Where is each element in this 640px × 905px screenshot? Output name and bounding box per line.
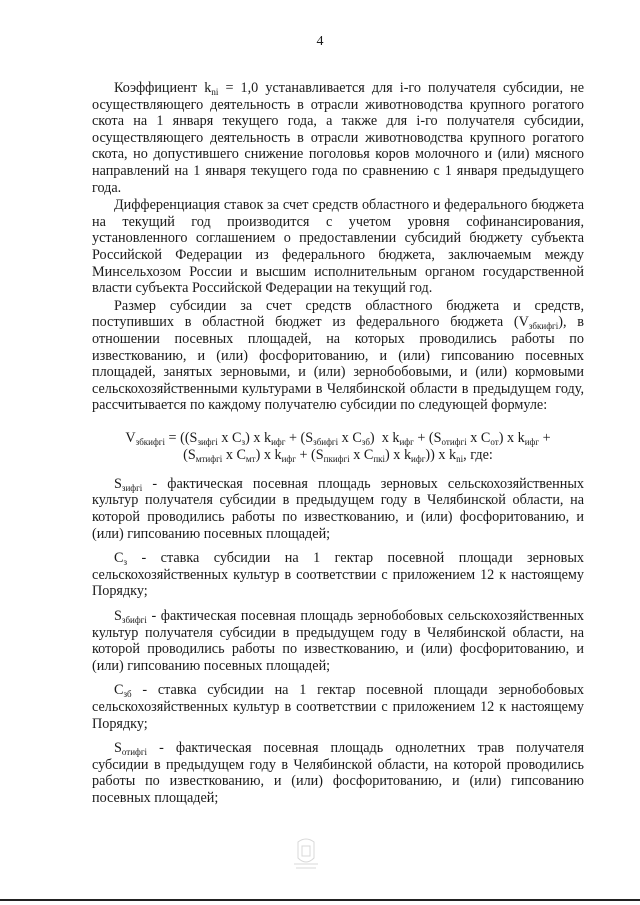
definition-item: $S_{зифгi}$ - фактическая посевная площадь зерновых сельскохозяйственных культур получателя субсидии в предыдущем году в Челябинской области, на которой проводились работы по известкованию, и (или) фосфоритованию, и (или) гипсованию посевных площадей; xyxy=(92,475,584,542)
definitions-list xyxy=(92,476,584,807)
emblem-watermark xyxy=(286,836,326,872)
formula-line-2: ($S_{мтифгi}$ x $C_{мт}$) x $k_{ифг} + (S_{пкифгi}$ x $C_{пкi}$) x $k_{ифг}$)) x $k_{ni}$, где: xyxy=(183,446,493,464)
formula-line-1: $V_{збкифгi} = ((S_{зифгi}$ x $C_з$) x $k_{ифг} + (S_{збифгi}$ x $C_{зб}$) x $k_{ифг} + (S_{отифгi}$ x $C_{от}$) x $k_{ифг}$ + xyxy=(125,429,551,447)
definition-item: $S_{отифгi}$ - фактическая посевная площадь однолетних трав получателя субсидии в предыдущем году в Челябинской области, на которой проводились работы по известкованию, и (или) фосфоритованию, и (или) гипсованию посевных площадей; xyxy=(92,740,584,806)
definition-item: $С_{зб}$ - ставка субсидии на 1 гектар посевной площади зернобобовых сельскохозяйственных культур в соответствии с приложением 12 к настоящему Порядку; xyxy=(92,682,584,732)
paragraph-differentiation: Дифференциация ставок за счет средств областного и федерального бюджета на текущий год производится с учетом уровня софинансирования, установленного соглашением о предоставлении субсидий бюджету субъекта Российской Федерации из федерального бюджета, заключаемым между Минсельхозом России и высшим исполнительным органом государственной власти субъекта Российской Федерации на текущий год. xyxy=(92,197,584,297)
definition-item: $S_{збифгi}$ - фактическая посевная площадь зернобобовых сельскохозяйственных культур получателя субсидии в предыдущем году в Челябинской области, на которой проводились работы по известкованию, и (или) фосфоритованию, и (или) гипсованию посевных площадей; xyxy=(92,608,584,674)
document-body xyxy=(92,80,584,808)
definition-item: $С_з$ - ставка субсидии на 1 гектар посевной площади зерновых сельскохозяйственных культур в соответствии с приложением 12 к настоящему Порядку; xyxy=(92,550,584,600)
page-number: 4 xyxy=(316,34,324,49)
subsidy-formula xyxy=(92,430,584,464)
paragraph-subsidy-size: Размер субсидии за счет средств областного бюджета и средств, поступивших в областной бюджет из федерального бюджета $(V_{збкифгi})$, в отношении посевных площадей, на которых проводились работы по известкованию, и (или) фосфоритованию, и (или) гипсованию посевных площадей, занятых зерновыми, и (или) зернобобовыми, и (или) кормовыми сельскохозяйственными культурами в Челябинской области в предыдущем году, рассчитывается по каждому получателю субсидии по следующей формуле: xyxy=(92,297,584,414)
paragraph-coefficient: Коэффициент $k_{ni} = 1,0$ устанавливается для i-го получателя субсидии, не осуществляющего деятельность в отрасли животноводства крупного рогатого скота на 1 января текущего года, а также для i-го получателя субсидии, осуществляющего деятельность в отрасли животноводства крупного рогатого скота, но допустившего снижение поголовья коров молочного и (или) мясного направлений на 1 января текущего года по сравнению с 1 января предыдущего года. xyxy=(92,80,585,196)
footer-rule xyxy=(0,899,640,901)
